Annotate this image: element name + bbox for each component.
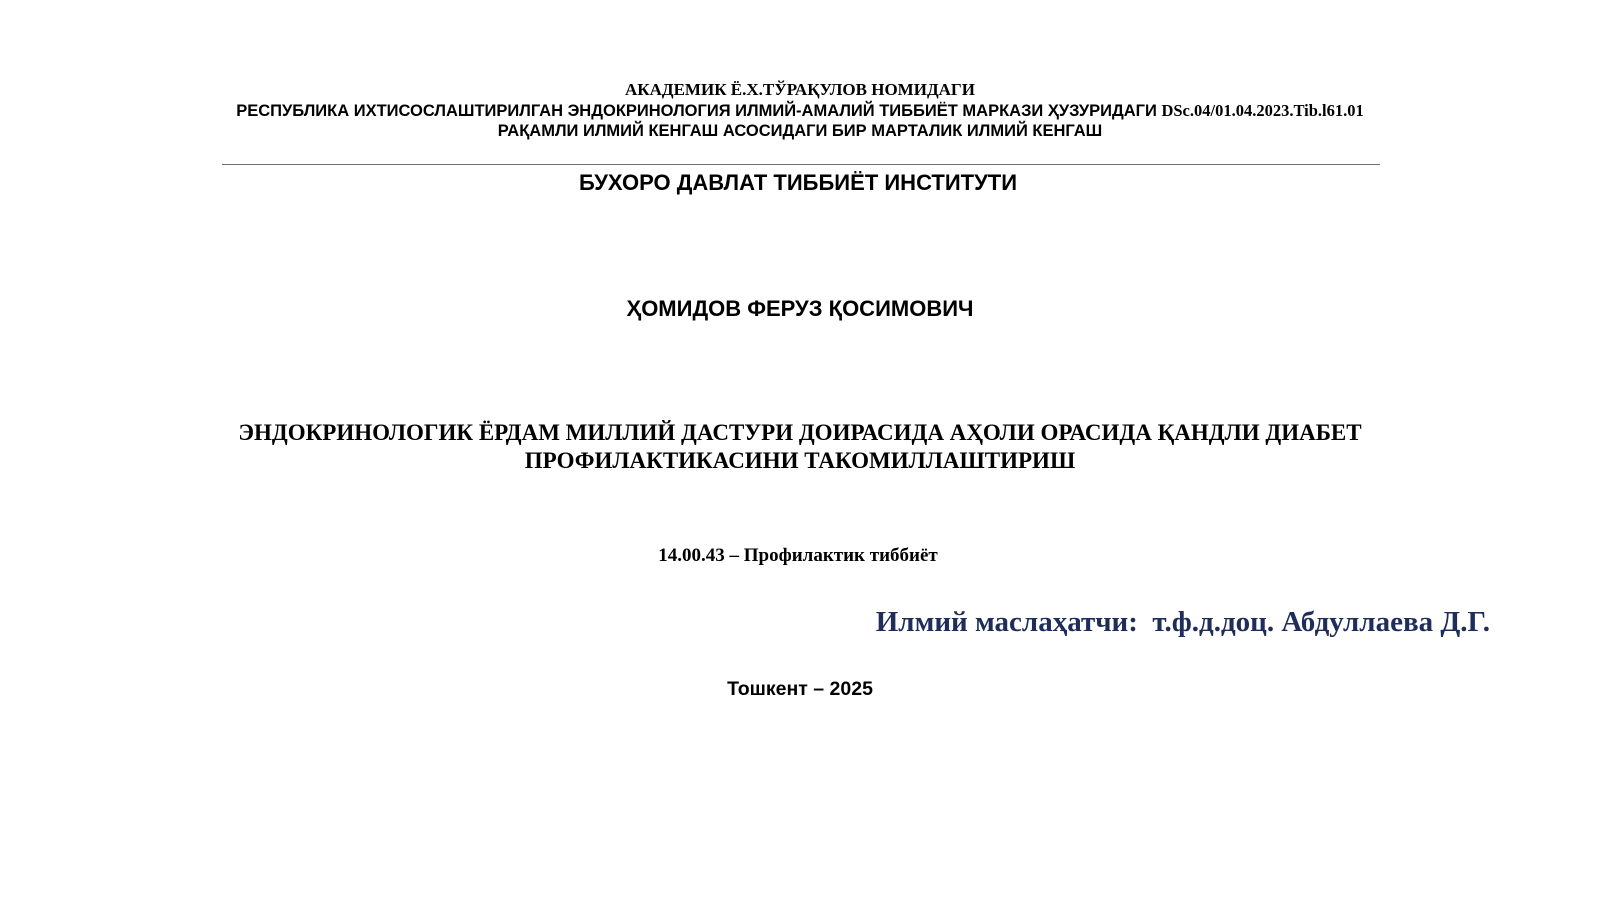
header-line-center [0, 101, 1600, 121]
scientific-advisor: Илмий маслаҳатчи: т.ф.д.доц. Абдуллаева Д.Г. [875, 606, 1490, 638]
thesis-title-line-2: ПРОФИЛАКТИКАСИНИ ТАКОМИЛЛАШТИРИШ [524, 448, 1076, 473]
author-name: ҲОМИДОВ ФЕРУЗ ҚОСИМОВИЧ [626, 296, 974, 321]
city-year: Тошкент – 2025 [727, 678, 873, 700]
header-center-name: РЕСПУБЛИКА ИХТИСОСЛАШТИРИЛГАН ЭНДОКРИНОЛОГИЯ ИЛМИЙ-АМАЛИЙ ТИББИЁТ МАРКАЗИ ҲУЗУРИДАГИ [236, 102, 1162, 120]
thesis-title-line-1: ЭНДОКРИНОЛОГИК ЁРДАМ МИЛЛИЙ ДАСТУРИ ДОИРАСИДА АҲОЛИ ОРАСИДА ҚАНДЛИ ДИАБЕТ [238, 420, 1362, 445]
institute-name: БУХОРО ДАВЛАТ ТИББИЁТ ИНСТИТУТИ [578, 170, 1018, 195]
council-code: DSc.04/01.04.2023.Tib.l61.01 [1161, 101, 1364, 120]
header-line-academic: АКАДЕМИК Ё.Х.ТЎРАҚУЛОВ НОМИДАГИ [625, 80, 975, 99]
header-line-council: РАҚАМЛИ ИЛМИЙ КЕНГАШ АСОСИДАГИ БИР МАРТАЛИК ИЛМИЙ КЕНГАШ [497, 122, 1103, 140]
specialty-code: 14.00.43 – Профилактик тиббиёт [658, 545, 938, 566]
header-divider [222, 164, 1380, 165]
